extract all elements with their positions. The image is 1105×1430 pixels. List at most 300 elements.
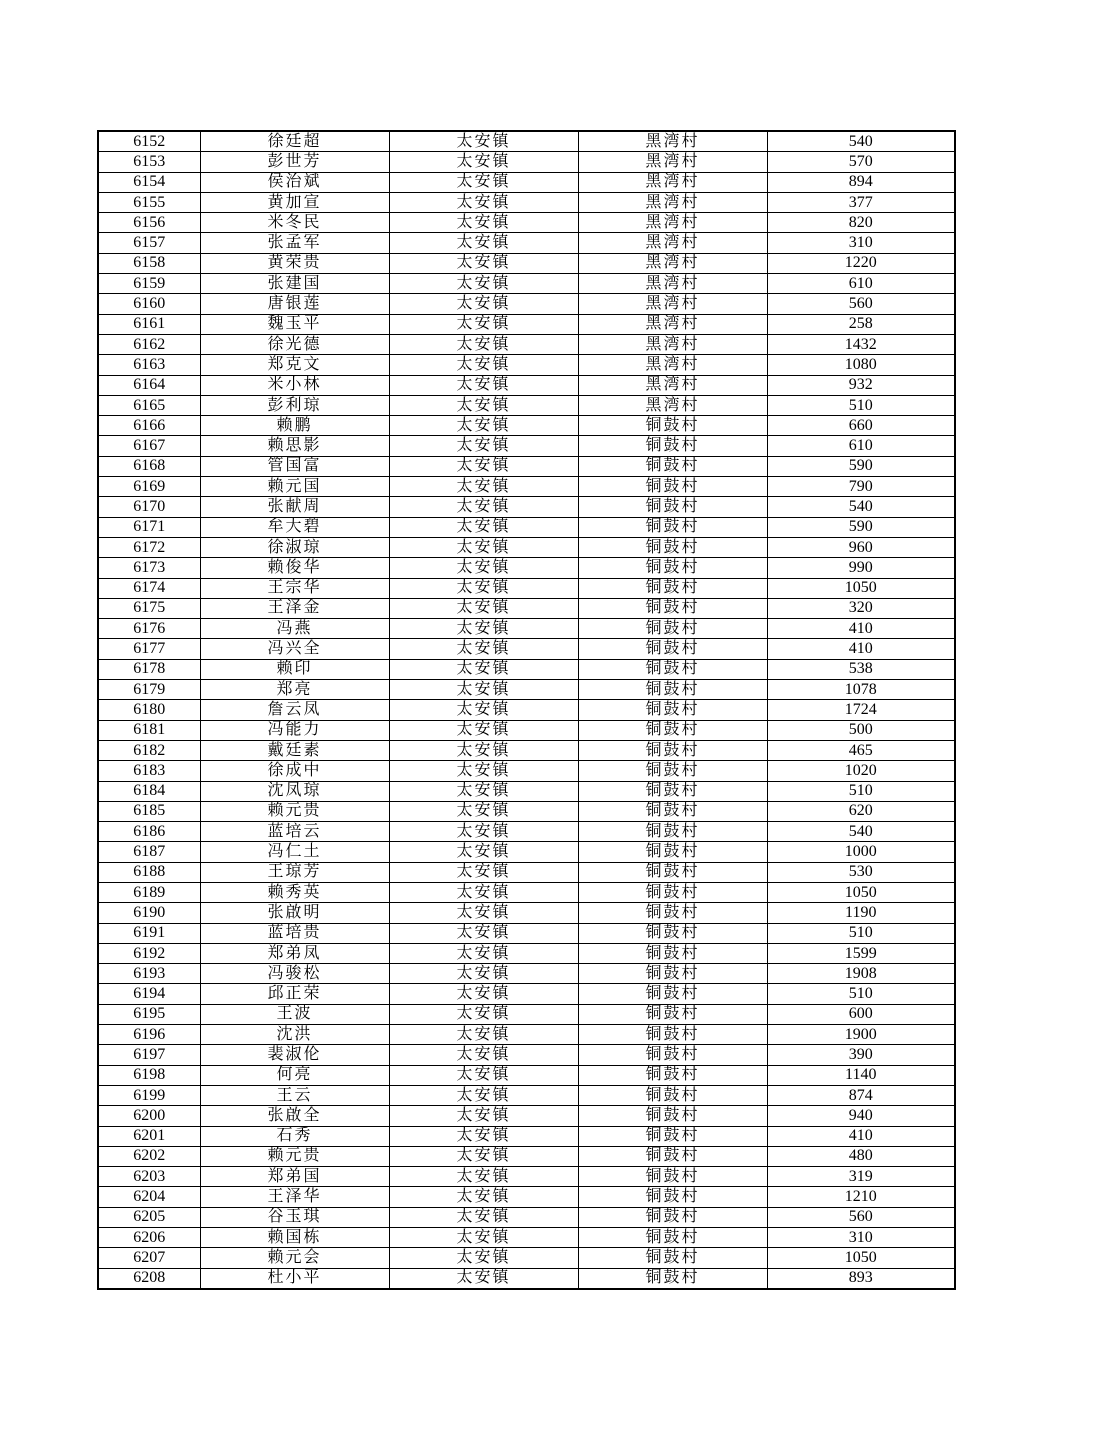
table-row	[98, 781, 955, 801]
village-cell: 铜鼓村	[578, 1187, 767, 1207]
name-cell: 徐成中	[200, 761, 389, 781]
amount-cell: 500	[767, 720, 955, 740]
town-cell: 太安镇	[389, 1268, 578, 1289]
name-cell: 冯能力	[200, 720, 389, 740]
amount-cell: 960	[767, 537, 955, 557]
town-cell: 太安镇	[389, 1248, 578, 1268]
amount-cell: 310	[767, 1228, 955, 1248]
town-cell: 太安镇	[389, 1004, 578, 1024]
id-cell: 6190	[98, 903, 200, 923]
amount-cell: 258	[767, 314, 955, 334]
id-cell: 6157	[98, 233, 200, 253]
amount-cell: 538	[767, 659, 955, 679]
name-cell: 冯燕	[200, 619, 389, 639]
town-cell: 太安镇	[389, 923, 578, 943]
table-row	[98, 1207, 955, 1227]
name-cell: 米小林	[200, 375, 389, 395]
table-row	[98, 375, 955, 395]
village-cell: 黑湾村	[578, 152, 767, 172]
amount-cell: 480	[767, 1146, 955, 1166]
table-row	[98, 1268, 955, 1289]
amount-cell: 1050	[767, 1248, 955, 1268]
name-cell: 徐淑琼	[200, 537, 389, 557]
village-cell: 铜鼓村	[578, 1268, 767, 1289]
name-cell: 张啟全	[200, 1106, 389, 1126]
id-cell: 6206	[98, 1228, 200, 1248]
name-cell: 王泽金	[200, 598, 389, 618]
id-cell: 6199	[98, 1085, 200, 1105]
table-row	[98, 964, 955, 984]
table-row	[98, 1004, 955, 1024]
name-cell: 赖思影	[200, 436, 389, 456]
table-row	[98, 1045, 955, 1065]
table-row	[98, 578, 955, 598]
name-cell: 邱正荣	[200, 984, 389, 1004]
town-cell: 太安镇	[389, 781, 578, 801]
table-row	[98, 456, 955, 476]
table-row	[98, 720, 955, 740]
amount-cell: 660	[767, 416, 955, 436]
id-cell: 6198	[98, 1065, 200, 1085]
name-cell: 蓝培贵	[200, 923, 389, 943]
name-cell: 张孟军	[200, 233, 389, 253]
amount-cell: 530	[767, 862, 955, 882]
table-row	[98, 1248, 955, 1268]
village-cell: 铜鼓村	[578, 456, 767, 476]
amount-cell: 410	[767, 619, 955, 639]
id-cell: 6175	[98, 598, 200, 618]
town-cell: 太安镇	[389, 720, 578, 740]
town-cell: 太安镇	[389, 984, 578, 1004]
amount-cell: 1432	[767, 334, 955, 354]
id-cell: 6160	[98, 294, 200, 314]
town-cell: 太安镇	[389, 558, 578, 578]
table-row	[98, 659, 955, 679]
name-cell: 沈凤琼	[200, 781, 389, 801]
id-cell: 6171	[98, 517, 200, 537]
name-cell: 黄荣贵	[200, 253, 389, 273]
name-cell: 彭世芳	[200, 152, 389, 172]
village-cell: 黑湾村	[578, 253, 767, 273]
amount-cell: 1220	[767, 253, 955, 273]
village-cell: 铜鼓村	[578, 1085, 767, 1105]
village-cell: 铜鼓村	[578, 1228, 767, 1248]
amount-cell: 1050	[767, 882, 955, 902]
id-cell: 6153	[98, 152, 200, 172]
village-cell: 铜鼓村	[578, 680, 767, 700]
name-cell: 侯治斌	[200, 172, 389, 192]
id-cell: 6176	[98, 619, 200, 639]
town-cell: 太安镇	[389, 497, 578, 517]
id-cell: 6185	[98, 801, 200, 821]
table-row	[98, 598, 955, 618]
table-row	[98, 984, 955, 1004]
amount-cell: 590	[767, 456, 955, 476]
village-cell: 铜鼓村	[578, 517, 767, 537]
id-cell: 6170	[98, 497, 200, 517]
town-cell: 太安镇	[389, 355, 578, 375]
amount-cell: 820	[767, 213, 955, 233]
table-row	[98, 801, 955, 821]
amount-cell: 540	[767, 131, 955, 152]
table-row	[98, 274, 955, 294]
name-cell: 石秀	[200, 1126, 389, 1146]
table-row	[98, 1146, 955, 1166]
table-row	[98, 253, 955, 273]
village-cell: 铜鼓村	[578, 619, 767, 639]
id-cell: 6179	[98, 680, 200, 700]
id-cell: 6203	[98, 1167, 200, 1187]
name-cell: 赖秀英	[200, 882, 389, 902]
name-cell: 徐廷超	[200, 131, 389, 152]
village-cell: 铜鼓村	[578, 1167, 767, 1187]
id-cell: 6201	[98, 1126, 200, 1146]
id-cell: 6174	[98, 578, 200, 598]
id-cell: 6205	[98, 1207, 200, 1227]
village-cell: 铜鼓村	[578, 1207, 767, 1227]
id-cell: 6192	[98, 943, 200, 963]
town-cell: 太安镇	[389, 1065, 578, 1085]
amount-cell: 990	[767, 558, 955, 578]
id-cell: 6184	[98, 781, 200, 801]
name-cell: 詹云凤	[200, 700, 389, 720]
id-cell: 6164	[98, 375, 200, 395]
id-cell: 6162	[98, 334, 200, 354]
amount-cell: 510	[767, 395, 955, 415]
village-cell: 铜鼓村	[578, 862, 767, 882]
amount-cell: 310	[767, 233, 955, 253]
amount-cell: 1908	[767, 964, 955, 984]
name-cell: 冯兴全	[200, 639, 389, 659]
village-cell: 铜鼓村	[578, 578, 767, 598]
name-cell: 沈洪	[200, 1025, 389, 1045]
table-row	[98, 1167, 955, 1187]
amount-cell: 1020	[767, 761, 955, 781]
table-row	[98, 152, 955, 172]
village-cell: 铜鼓村	[578, 720, 767, 740]
town-cell: 太安镇	[389, 700, 578, 720]
village-cell: 黑湾村	[578, 294, 767, 314]
id-cell: 6154	[98, 172, 200, 192]
town-cell: 太安镇	[389, 294, 578, 314]
id-cell: 6183	[98, 761, 200, 781]
data-table	[97, 130, 956, 1290]
town-cell: 太安镇	[389, 274, 578, 294]
village-cell: 铜鼓村	[578, 416, 767, 436]
name-cell: 赖国栋	[200, 1228, 389, 1248]
id-cell: 6161	[98, 314, 200, 334]
amount-cell: 1140	[767, 1065, 955, 1085]
amount-cell: 510	[767, 781, 955, 801]
name-cell: 冯仁土	[200, 842, 389, 862]
name-cell: 黄加宣	[200, 192, 389, 212]
village-cell: 铜鼓村	[578, 822, 767, 842]
name-cell: 郑弟凤	[200, 943, 389, 963]
village-cell: 铜鼓村	[578, 1126, 767, 1146]
village-cell: 铜鼓村	[578, 598, 767, 618]
village-cell: 铜鼓村	[578, 700, 767, 720]
amount-cell: 377	[767, 192, 955, 212]
amount-cell: 390	[767, 1045, 955, 1065]
amount-cell: 540	[767, 497, 955, 517]
village-cell: 铜鼓村	[578, 801, 767, 821]
table-body	[98, 131, 955, 1289]
name-cell: 赖元贵	[200, 1146, 389, 1166]
table-row	[98, 903, 955, 923]
table-row	[98, 294, 955, 314]
village-cell: 铜鼓村	[578, 477, 767, 497]
amount-cell: 510	[767, 923, 955, 943]
village-cell: 铜鼓村	[578, 497, 767, 517]
town-cell: 太安镇	[389, 375, 578, 395]
id-cell: 6158	[98, 253, 200, 273]
id-cell: 6155	[98, 192, 200, 212]
id-cell: 6166	[98, 416, 200, 436]
name-cell: 杜小平	[200, 1268, 389, 1289]
village-cell: 铜鼓村	[578, 882, 767, 902]
town-cell: 太安镇	[389, 517, 578, 537]
table-row	[98, 619, 955, 639]
town-cell: 太安镇	[389, 1228, 578, 1248]
id-cell: 6165	[98, 395, 200, 415]
town-cell: 太安镇	[389, 131, 578, 152]
name-cell: 冯骏松	[200, 964, 389, 984]
amount-cell: 465	[767, 740, 955, 760]
village-cell: 黑湾村	[578, 274, 767, 294]
name-cell: 赖元会	[200, 1248, 389, 1268]
village-cell: 黑湾村	[578, 172, 767, 192]
village-cell: 黑湾村	[578, 334, 767, 354]
id-cell: 6177	[98, 639, 200, 659]
town-cell: 太安镇	[389, 192, 578, 212]
village-cell: 黑湾村	[578, 233, 767, 253]
name-cell: 戴廷素	[200, 740, 389, 760]
id-cell: 6152	[98, 131, 200, 152]
name-cell: 彭利琼	[200, 395, 389, 415]
name-cell: 赖印	[200, 659, 389, 679]
amount-cell: 319	[767, 1167, 955, 1187]
village-cell: 铜鼓村	[578, 740, 767, 760]
table-row	[98, 395, 955, 415]
town-cell: 太安镇	[389, 537, 578, 557]
village-cell: 黑湾村	[578, 395, 767, 415]
village-cell: 铜鼓村	[578, 781, 767, 801]
id-cell: 6169	[98, 477, 200, 497]
village-cell: 铜鼓村	[578, 923, 767, 943]
id-cell: 6193	[98, 964, 200, 984]
village-cell: 黑湾村	[578, 314, 767, 334]
name-cell: 唐银莲	[200, 294, 389, 314]
amount-cell: 1599	[767, 943, 955, 963]
name-cell: 王宗华	[200, 578, 389, 598]
village-cell: 铜鼓村	[578, 1065, 767, 1085]
table-row	[98, 213, 955, 233]
amount-cell: 1080	[767, 355, 955, 375]
town-cell: 太安镇	[389, 619, 578, 639]
amount-cell: 893	[767, 1268, 955, 1289]
table-row	[98, 131, 955, 152]
village-cell: 铜鼓村	[578, 436, 767, 456]
id-cell: 6196	[98, 1025, 200, 1045]
id-cell: 6187	[98, 842, 200, 862]
id-cell: 6186	[98, 822, 200, 842]
town-cell: 太安镇	[389, 1025, 578, 1045]
table-row	[98, 436, 955, 456]
amount-cell: 590	[767, 517, 955, 537]
name-cell: 王琼芳	[200, 862, 389, 882]
amount-cell: 790	[767, 477, 955, 497]
amount-cell: 320	[767, 598, 955, 618]
table-row	[98, 477, 955, 497]
amount-cell: 1050	[767, 578, 955, 598]
village-cell: 铜鼓村	[578, 537, 767, 557]
id-cell: 6194	[98, 984, 200, 1004]
table-row	[98, 943, 955, 963]
town-cell: 太安镇	[389, 740, 578, 760]
village-cell: 铜鼓村	[578, 1045, 767, 1065]
town-cell: 太安镇	[389, 639, 578, 659]
village-cell: 铜鼓村	[578, 964, 767, 984]
town-cell: 太安镇	[389, 152, 578, 172]
name-cell: 管国富	[200, 456, 389, 476]
name-cell: 郑克文	[200, 355, 389, 375]
name-cell: 赖鹏	[200, 416, 389, 436]
table-row	[98, 842, 955, 862]
amount-cell: 510	[767, 984, 955, 1004]
table-row	[98, 172, 955, 192]
table-row	[98, 558, 955, 578]
id-cell: 6167	[98, 436, 200, 456]
village-cell: 铜鼓村	[578, 639, 767, 659]
id-cell: 6202	[98, 1146, 200, 1166]
town-cell: 太安镇	[389, 903, 578, 923]
name-cell: 王泽华	[200, 1187, 389, 1207]
town-cell: 太安镇	[389, 822, 578, 842]
name-cell: 王云	[200, 1085, 389, 1105]
name-cell: 王波	[200, 1004, 389, 1024]
name-cell: 赖俊华	[200, 558, 389, 578]
id-cell: 6189	[98, 882, 200, 902]
town-cell: 太安镇	[389, 578, 578, 598]
village-cell: 黑湾村	[578, 131, 767, 152]
table-row	[98, 923, 955, 943]
town-cell: 太安镇	[389, 213, 578, 233]
amount-cell: 560	[767, 294, 955, 314]
table-row	[98, 517, 955, 537]
name-cell: 徐光德	[200, 334, 389, 354]
village-cell: 黑湾村	[578, 355, 767, 375]
town-cell: 太安镇	[389, 477, 578, 497]
village-cell: 黑湾村	[578, 213, 767, 233]
amount-cell: 932	[767, 375, 955, 395]
id-cell: 6182	[98, 740, 200, 760]
village-cell: 铜鼓村	[578, 903, 767, 923]
id-cell: 6172	[98, 537, 200, 557]
id-cell: 6200	[98, 1106, 200, 1126]
table-row	[98, 355, 955, 375]
amount-cell: 1078	[767, 680, 955, 700]
id-cell: 6178	[98, 659, 200, 679]
amount-cell: 410	[767, 1126, 955, 1146]
table-row	[98, 1065, 955, 1085]
town-cell: 太安镇	[389, 1045, 578, 1065]
id-cell: 6180	[98, 700, 200, 720]
town-cell: 太安镇	[389, 598, 578, 618]
town-cell: 太安镇	[389, 395, 578, 415]
id-cell: 6173	[98, 558, 200, 578]
table-row	[98, 497, 955, 517]
town-cell: 太安镇	[389, 801, 578, 821]
town-cell: 太安镇	[389, 1207, 578, 1227]
name-cell: 牟大碧	[200, 517, 389, 537]
table-row	[98, 1106, 955, 1126]
table-row	[98, 882, 955, 902]
name-cell: 张献周	[200, 497, 389, 517]
id-cell: 6204	[98, 1187, 200, 1207]
id-cell: 6195	[98, 1004, 200, 1024]
table-row	[98, 700, 955, 720]
id-cell: 6191	[98, 923, 200, 943]
town-cell: 太安镇	[389, 436, 578, 456]
name-cell: 谷玉琪	[200, 1207, 389, 1227]
town-cell: 太安镇	[389, 1126, 578, 1146]
town-cell: 太安镇	[389, 416, 578, 436]
town-cell: 太安镇	[389, 964, 578, 984]
town-cell: 太安镇	[389, 172, 578, 192]
town-cell: 太安镇	[389, 1085, 578, 1105]
table-row	[98, 1228, 955, 1248]
village-cell: 铜鼓村	[578, 558, 767, 578]
amount-cell: 620	[767, 801, 955, 821]
table-row	[98, 192, 955, 212]
town-cell: 太安镇	[389, 659, 578, 679]
village-cell: 黑湾村	[578, 192, 767, 212]
town-cell: 太安镇	[389, 842, 578, 862]
table-row	[98, 1085, 955, 1105]
amount-cell: 610	[767, 436, 955, 456]
amount-cell: 1000	[767, 842, 955, 862]
village-cell: 铜鼓村	[578, 943, 767, 963]
table-row	[98, 537, 955, 557]
town-cell: 太安镇	[389, 680, 578, 700]
name-cell: 何亮	[200, 1065, 389, 1085]
table-row	[98, 639, 955, 659]
name-cell: 张啟明	[200, 903, 389, 923]
table-row	[98, 1187, 955, 1207]
town-cell: 太安镇	[389, 314, 578, 334]
id-cell: 6181	[98, 720, 200, 740]
table-row	[98, 680, 955, 700]
table-row	[98, 1025, 955, 1045]
town-cell: 太安镇	[389, 1187, 578, 1207]
id-cell: 6168	[98, 456, 200, 476]
amount-cell: 1190	[767, 903, 955, 923]
amount-cell: 1724	[767, 700, 955, 720]
amount-cell: 540	[767, 822, 955, 842]
name-cell: 蓝培云	[200, 822, 389, 842]
id-cell: 6208	[98, 1268, 200, 1289]
town-cell: 太安镇	[389, 862, 578, 882]
amount-cell: 560	[767, 1207, 955, 1227]
amount-cell: 410	[767, 639, 955, 659]
table-row	[98, 416, 955, 436]
table-row	[98, 1126, 955, 1146]
town-cell: 太安镇	[389, 253, 578, 273]
amount-cell: 1210	[767, 1187, 955, 1207]
village-cell: 铜鼓村	[578, 842, 767, 862]
town-cell: 太安镇	[389, 1106, 578, 1126]
table-row	[98, 822, 955, 842]
